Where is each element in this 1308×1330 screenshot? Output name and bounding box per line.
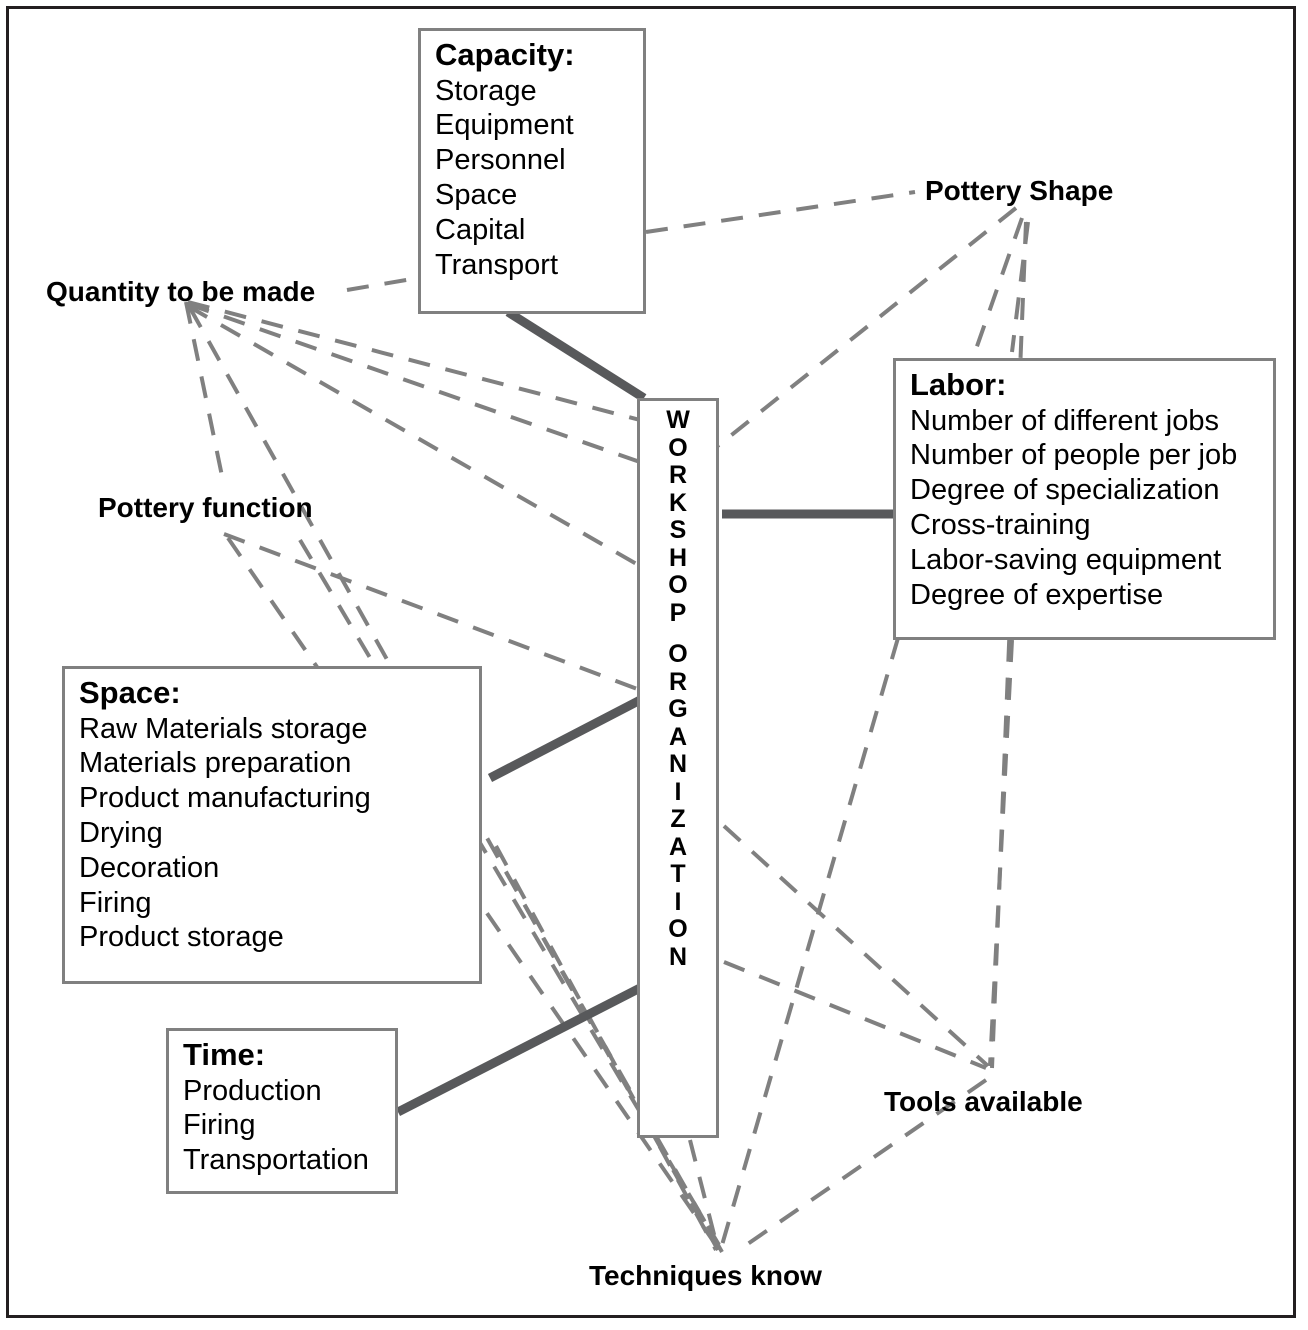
box-space-item: Drying [79,816,163,849]
box-space-item: Firing [79,886,152,919]
box-workshop-organization [637,398,719,1138]
box-time-item: Firing [183,1109,256,1142]
center-letter: G [668,695,688,723]
box-space-item: Product manufacturing [79,782,371,815]
box-labor-item: Number of different jobs [910,404,1219,437]
center-letter: N [668,942,688,971]
box-space-item: Raw Materials storage [79,712,368,745]
box-space-title: Space: [79,675,181,710]
box-capacity-item: Capital [435,213,526,246]
box-time [166,1028,398,1194]
center-letter: O [668,433,688,462]
box-space-item: Product storage [79,921,284,954]
center-letter: O [668,640,688,668]
center-letter: Z [670,805,686,833]
box-capacity-item: Space [435,178,518,211]
box-time-item: Transportation [183,1144,369,1177]
box-time-item: Production [183,1074,322,1107]
center-letter: R [668,461,688,489]
box-labor [893,358,1276,640]
box-labor-item: Number of people per job [910,439,1238,472]
box-labor-title: Labor: [910,367,1007,402]
box-space-item: Materials preparation [79,747,352,780]
center-letter: K [668,488,688,517]
center-letter: T [670,860,686,888]
box-space [62,666,482,984]
center-gap [640,627,716,641]
box-labor-item: Labor-saving equipment [910,543,1222,576]
label-pottery-shape: Pottery Shape [925,175,1114,206]
center-letter: O [668,571,688,599]
box-capacity-title: Capacity: [435,37,575,72]
box-capacity-item: Equipment [435,109,574,142]
box-capacity-item: Storage [435,74,537,107]
center-letter: S [669,516,687,544]
box-labor-item: Degree of expertise [910,578,1164,611]
center-letter: N [668,750,688,778]
label-quantity-to-be-made: Quantity to be made [46,276,316,307]
center-letter: W [666,406,690,434]
center-letter: H [668,543,688,572]
label-techniques-know: Techniques know [589,1260,822,1291]
box-time-title: Time: [183,1037,266,1072]
workshop-organization-label [640,407,716,971]
center-letter: I [674,777,682,806]
box-capacity-item: Transport [435,248,559,281]
center-letter: A [668,832,688,861]
box-labor-item: Cross-training [910,508,1091,541]
box-labor-item: Degree of specialization [910,474,1220,507]
center-letter: A [668,722,688,751]
box-space-item: Decoration [79,851,220,884]
center-letter: O [668,915,688,943]
label-pottery-function: Pottery function [98,492,313,523]
box-capacity-item: Personnel [435,144,566,177]
center-letter: P [669,598,687,627]
label-tools-available: Tools available [884,1086,1083,1117]
box-capacity [418,28,646,314]
center-letter: R [668,667,688,696]
center-letter: I [674,887,682,916]
